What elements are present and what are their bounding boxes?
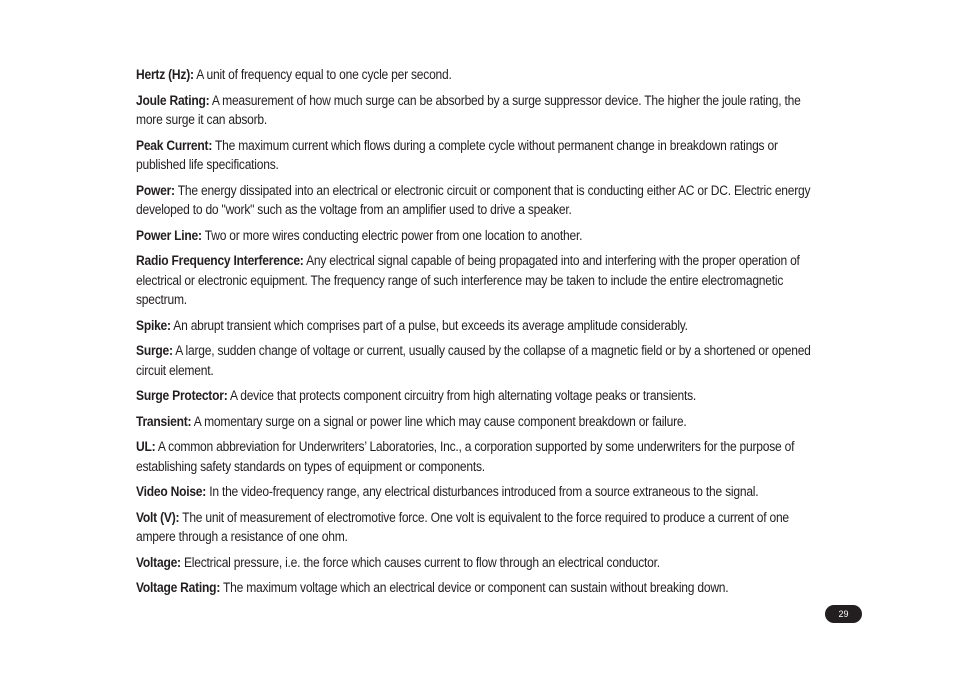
- glossary-entry-hertz: [136, 65, 818, 85]
- glossary-entry-volt: [136, 508, 818, 547]
- glossary-term: Voltage:: [136, 554, 181, 570]
- glossary-term: Joule Rating:: [136, 92, 210, 108]
- glossary-definition: Any electrical signal capable of being propagated into and interfering with the proper operation of electrical or electronic equipment. The frequency range of such interference may be taken to include the entire electromagnetic spectrum.: [136, 253, 800, 307]
- glossary-term: Radio Frequency Interference:: [136, 253, 304, 268]
- glossary-term: Power Line:: [136, 227, 202, 243]
- glossary-definition: The maximum voltage which an electrical device or component can sustain without breaking down.: [223, 580, 729, 595]
- glossary-term: Peak Current:: [136, 137, 213, 153]
- glossary-definition: An abrupt transient which comprises part of a pulse, but exceeds its average amplitude considerably.: [173, 317, 688, 333]
- glossary-entry-voltage-rating: [136, 578, 818, 598]
- glossary-term: Hertz (Hz):: [136, 67, 194, 82]
- glossary-term: Surge Protector:: [136, 388, 228, 403]
- glossary-term: Video Noise:: [136, 484, 207, 499]
- glossary-entry-surge: [136, 341, 818, 380]
- glossary-definition: Electrical pressure, i.e. the force which causes current to flow through an electrical conductor.: [183, 554, 660, 570]
- glossary-entry-surge-protector: [136, 386, 818, 406]
- glossary-definition: The maximum current which flows during a complete cycle without permanent change in breakdown ratings or published life specifications.: [136, 137, 778, 172]
- glossary-entry-voltage: [136, 553, 818, 573]
- glossary-definition: The unit of measurement of electromotive force. One volt is equivalent to the force required to produce a current of one ampere through a resistance of one ohm.: [136, 509, 789, 544]
- glossary-term: UL:: [136, 439, 156, 454]
- glossary-entry-power-line: [136, 226, 818, 246]
- glossary-entry-peak-current: [136, 136, 818, 175]
- glossary-definition: A measurement of how much surge can be absorbed by a surge suppressor device. The higher the joule rating, the more surge it can absorb.: [136, 92, 801, 127]
- glossary-entry-video-noise: [136, 482, 818, 502]
- glossary-entry-power: [136, 181, 818, 220]
- page-number-badge: 29: [825, 605, 862, 623]
- glossary-entry-transient: [136, 412, 818, 432]
- glossary-definition: The energy dissipated into an electrical or electronic circuit or component that is conducting either AC or DC. Electric energy developed to do "work" such as the voltage from an amplifier used to drive a speaker.: [136, 182, 811, 217]
- glossary: [136, 65, 818, 604]
- glossary-definition: A device that protects component circuitry from high alternating voltage peaks or transients.: [229, 388, 697, 403]
- glossary-definition: A large, sudden change of voltage or current, usually caused by the collapse of a magnetic field or by a shortened or opened circuit element.: [136, 343, 811, 378]
- glossary-definition: A momentary surge on a signal or power line which may cause component breakdown or failure.: [193, 413, 687, 429]
- glossary-term: Voltage Rating:: [136, 580, 221, 595]
- glossary-definition: A common abbreviation for Underwriters’ Laboratories, Inc., a corporation supported by some underwriters for the purpose of establishing safety standards on types of equipment or components.: [136, 439, 795, 474]
- glossary-term: Power:: [136, 182, 175, 198]
- glossary-entry-ul: [136, 437, 818, 476]
- glossary-definition: Two or more wires conducting electric power from one location to another.: [204, 227, 583, 243]
- glossary-definition: A unit of frequency equal to one cycle per second.: [196, 67, 452, 82]
- glossary-entry-joule-rating: [136, 91, 818, 130]
- glossary-term: Spike:: [136, 317, 171, 333]
- glossary-entry-radio-frequency-interference: [136, 251, 818, 310]
- glossary-term: Transient:: [136, 413, 192, 429]
- glossary-term: Volt (V):: [136, 509, 180, 525]
- glossary-entry-spike: [136, 316, 818, 336]
- glossary-term: Surge:: [136, 343, 173, 358]
- glossary-definition: In the video-frequency range, any electrical disturbances introduced from a source extraneous to the signal.: [209, 484, 759, 499]
